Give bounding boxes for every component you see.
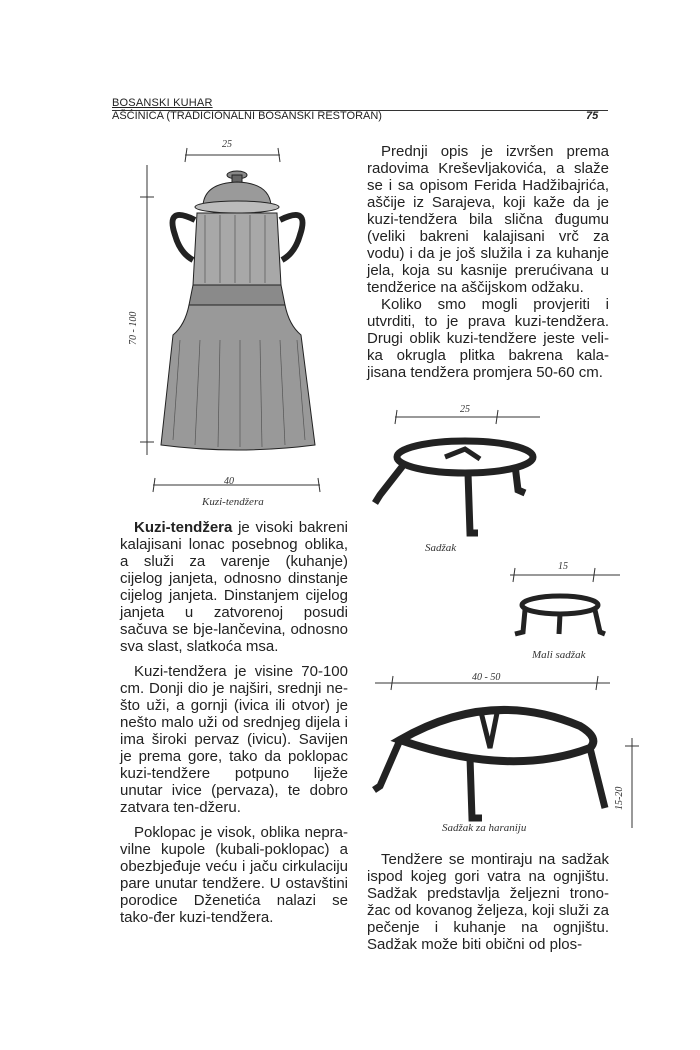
kuzi-caption: Kuzi-tendžera (202, 496, 264, 508)
kuzi-dim-side: 70 - 100 (128, 311, 139, 345)
sadzak-za-haraniju-illustration (370, 668, 640, 828)
sadzak-illustration (370, 405, 550, 545)
kuzi-dim-top: 25 (222, 139, 232, 150)
sadzak-dim: 25 (460, 404, 470, 415)
paragraph-right-2: Koliko smo mogli provjeriti i utvrditi, to je prava kuzi-tendžera. Drugi oblik kuzi-tendžere jeste veli-ka okrugla plitka bakrena kala-jisana tendžera promjera 50-60 cm. (367, 296, 609, 381)
haranija-caption: Sadžak za haraniju (442, 822, 527, 834)
paragraph-right-1: Prednji opis je izvršen prema radovima Kreševljakovića, a slaže se i sa opisom Ferida Hadžibajrića, aščije iz Sarajeva, koji kaže da je kuzi-tendžera bila slična đugumu (veliki bakreni kalajisani vrč za vodu) i da je još služila i za kuhanje jela, koja su kasnije prerućivana u tendžerice na aščijskom odžaku. (367, 143, 609, 296)
mali-sadzak-dim: 15 (558, 561, 568, 572)
book-title: BOSANSKI KUHAR (112, 97, 213, 109)
kuzi-dim-bottom: 40 (224, 476, 234, 487)
paragraph-left-2: Kuzi-tendžera je visine 70-100 cm. Donji dio je najširi, srednji ne-što uži, a gornji (ivica ili otvor) je nešto malo uži od srednjeg dijela i ima široki pervaz (ivicu). Savijen je prema gore, tako da poklopac kuzi-tendžere potpuno liježe unutar ivice (pervaza), te dobro zatvara ten-džeru. (120, 663, 348, 816)
header-subtitle: AŠĆINICA (TRADICIONALNI BOSANSKI RESTORAN) (112, 110, 382, 122)
page-number: 75 (586, 110, 599, 122)
mali-sadzak-caption: Mali sadžak (532, 649, 586, 661)
kuzi-tendzera-illustration (125, 135, 345, 515)
kuzi-term: Kuzi-tendžera (134, 519, 233, 536)
right-column-upper (367, 143, 609, 381)
sadzak-caption: Sadžak (425, 542, 457, 554)
right-column-lower (367, 851, 609, 953)
left-column (120, 519, 348, 926)
paragraph-left-3: Poklopac je visok, oblika nepra-vilne kupole (kubali-poklopac) a obezbjeđuje veću i jaču cirkulaciju pare unutar tendžere. U ostavštini porodice Dženetića nalazi se tako-đer kuzi-tendžera. (120, 824, 348, 926)
mali-sadzak-illustration (505, 560, 625, 650)
paragraph-left-1-text: je visoki bakreni kalajisani lonac posebnog oblika, a služi za varenje (kuhanje) cijelog janjeta, odnosno dinstanje cijelog janjeta. Dinstanjem cijelog janjeta u zatvorenoj posudi sačuva se bje-lančevina, odnosno sva slast, slatkoća msa. (120, 519, 348, 655)
haranija-dim-width: 40 - 50 (472, 672, 501, 683)
haranija-dim-height: 15-20 (614, 786, 625, 810)
paragraph-left-1 (120, 519, 348, 655)
paragraph-right-3: Tendžere se montiraju na sadžak ispod kojeg gori vatra na ognjištu. Sadžak predstavlja željezni trono-žac od kovanog željeza, koji služi za pečenje i kuhanje na ognjištu. Sadžak može biti obični od plos- (367, 851, 609, 953)
